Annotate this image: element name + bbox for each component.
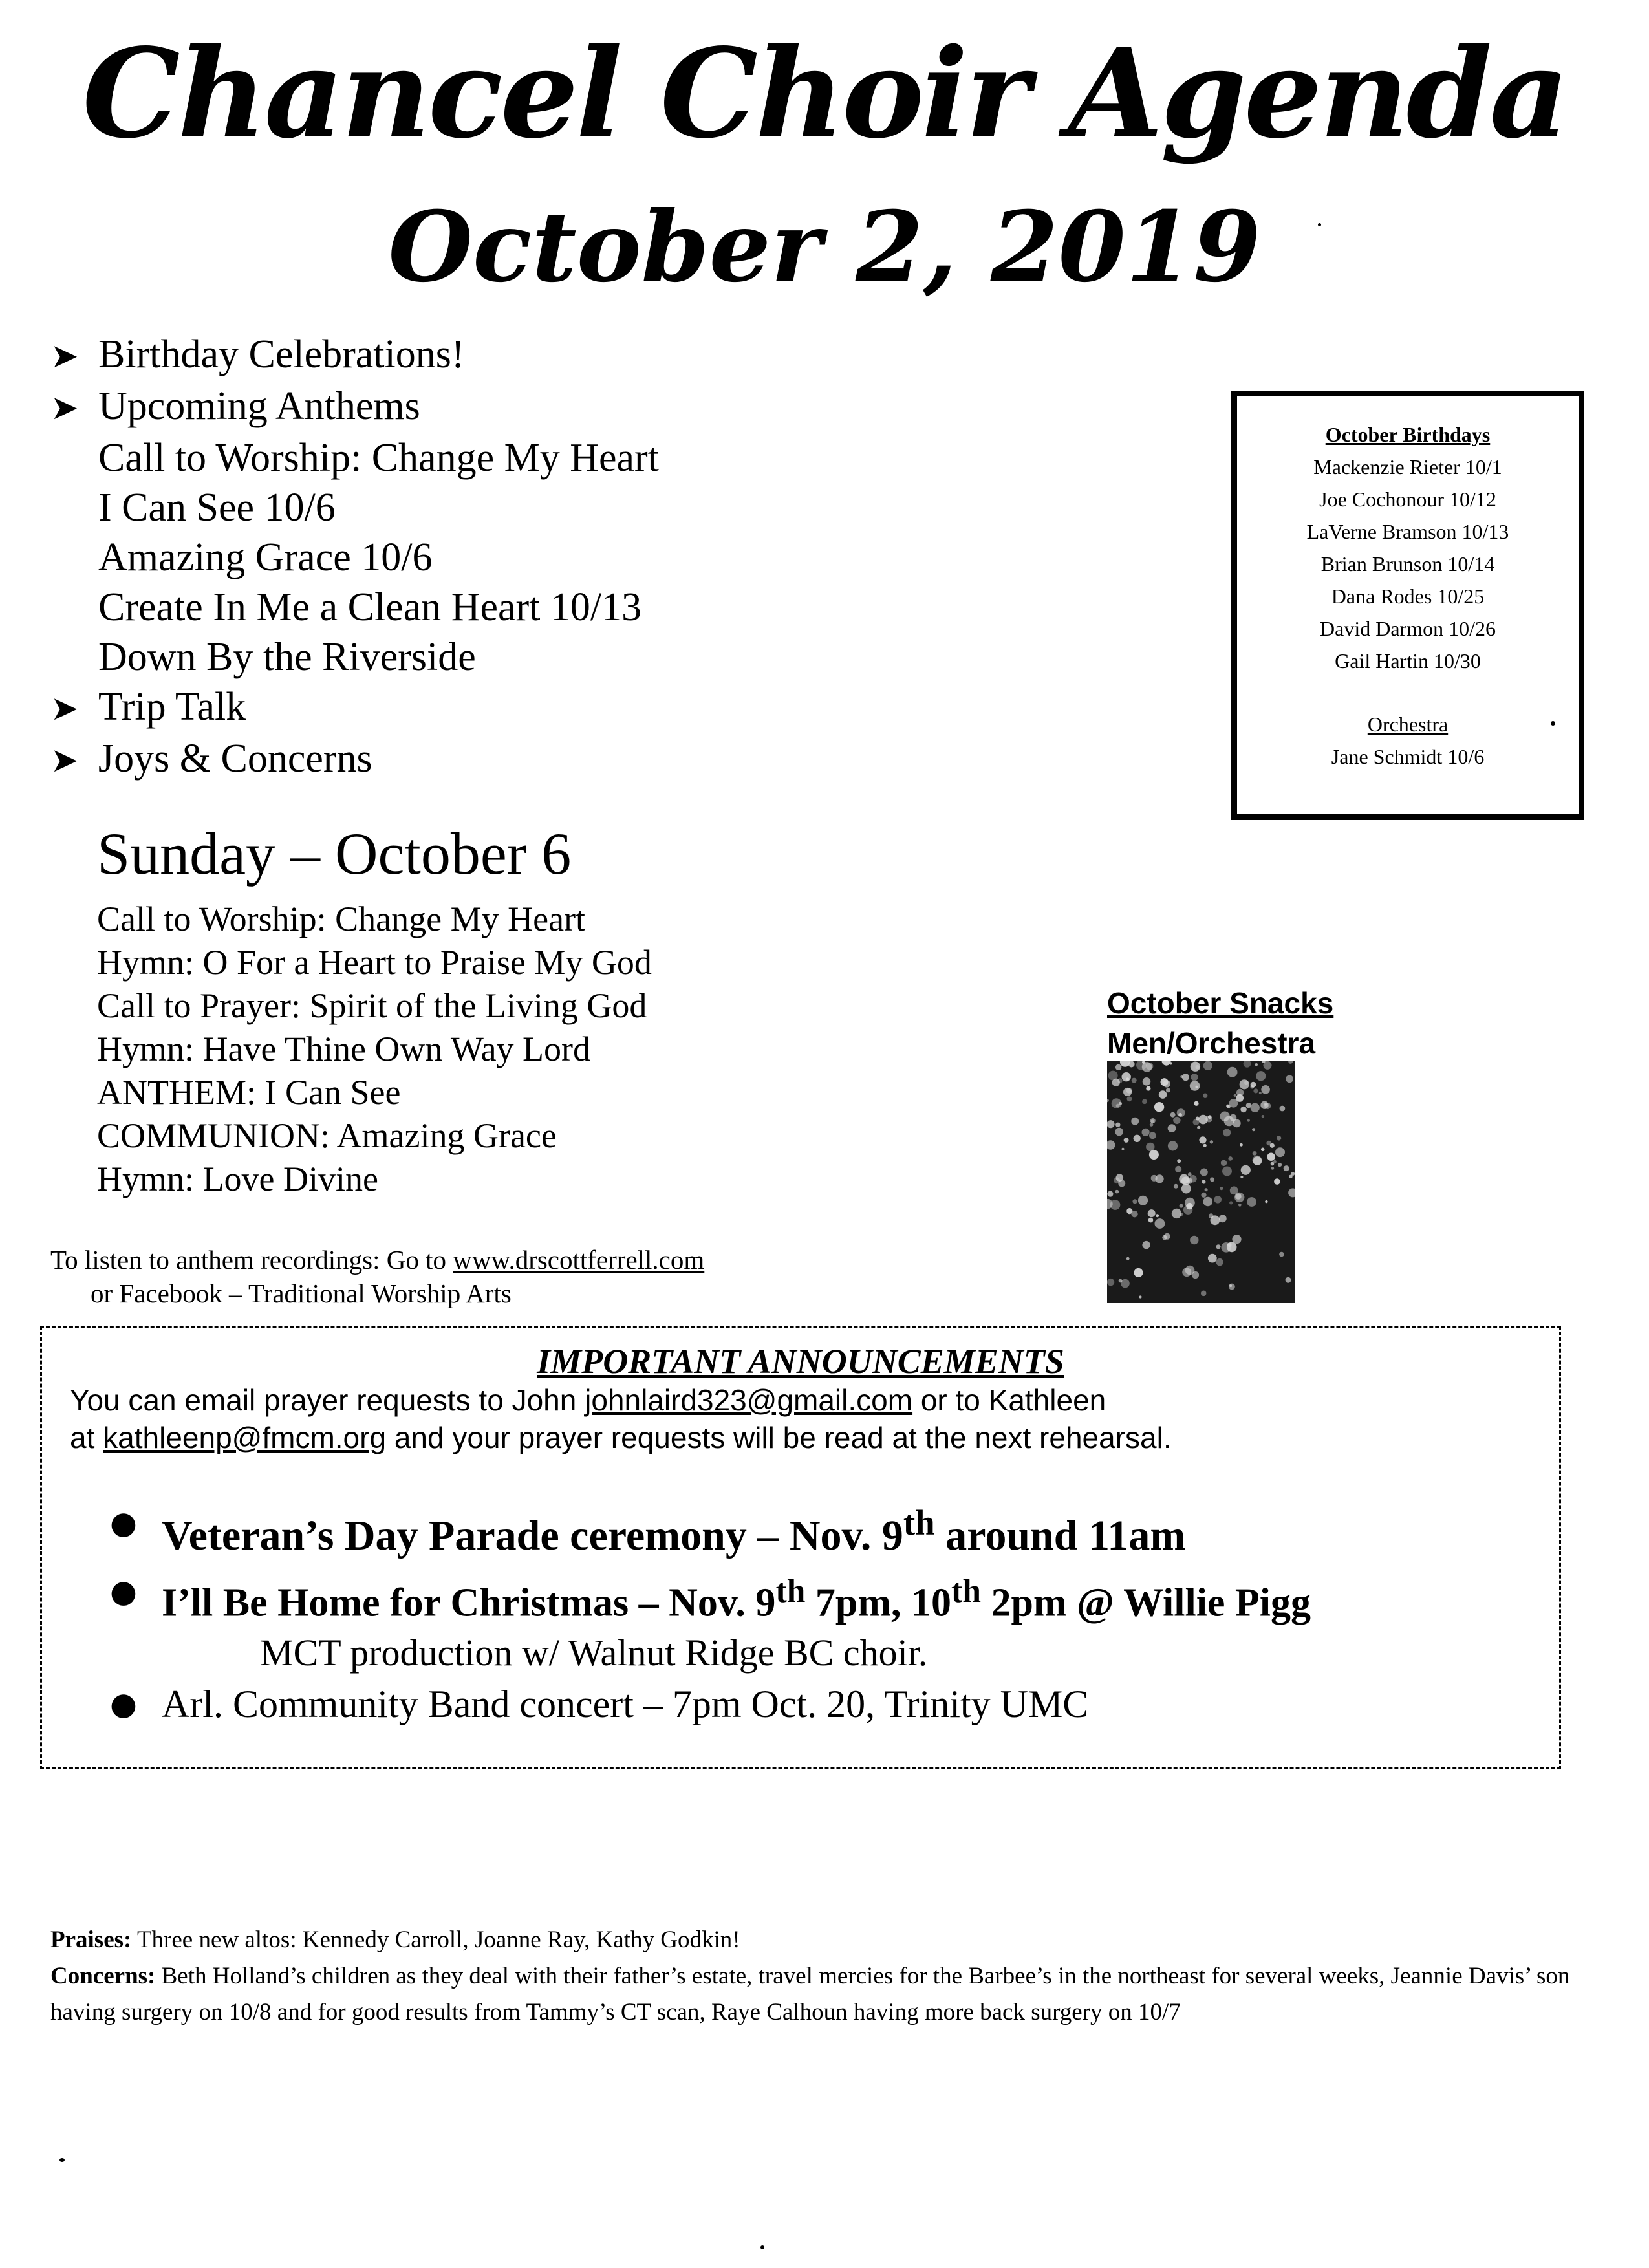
orchestra-heading: Orchestra xyxy=(1367,713,1449,736)
service-item: COMMUNION: Amazing Grace xyxy=(97,1116,557,1155)
facebook-line: or Facebook – Traditional Worship Arts xyxy=(91,1279,512,1308)
service-item: Hymn: O For a Heart to Praise My God xyxy=(97,943,652,982)
birthday-entry: Jane Schmidt 10/6 xyxy=(1331,745,1485,768)
agenda-date: October 2, 2019 xyxy=(388,190,1261,304)
birthdays-heading: October Birthdays xyxy=(1325,423,1491,446)
anthem-item: Amazing Grace 10/6 xyxy=(98,535,433,579)
birthday-entry: Gail Hartin 10/30 xyxy=(1335,649,1481,673)
listen-note: To listen to anthem recordings: Go to www.drscottferrell.com or Facebook – Traditional Worship Arts xyxy=(50,1243,704,1310)
anthem-item: I Can See 10/6 xyxy=(98,486,336,530)
scan-speck xyxy=(1318,223,1321,226)
agenda-item: ➤ Birthday Celebrations! xyxy=(50,330,659,382)
service-item: Hymn: Have Thine Own Way Lord xyxy=(97,1030,591,1068)
scan-speck xyxy=(760,2245,764,2249)
sunday-order-list xyxy=(97,898,652,1201)
agenda-list xyxy=(50,330,659,786)
bullet-dot-icon: ● xyxy=(110,1573,137,1610)
announcement-subline: MCT production w/ Walnut Ridge BC choir. xyxy=(260,1631,928,1674)
birthday-entry: Mackenzie Rieter 10/1 xyxy=(1313,455,1502,479)
announcements-heading: IMPORTANT ANNOUNCEMENTS xyxy=(537,1342,1064,1381)
sunday-title: Sunday – October 6 xyxy=(97,821,572,887)
service-item: ANTHEM: I Can See xyxy=(97,1073,401,1112)
arrow-bullet-icon: ➤ xyxy=(50,741,79,780)
anthem-item: Down By the Riverside xyxy=(98,635,476,679)
announcement-item: ● Arl. Community Band concert – 7pm Oct. 20, Trinity UMC xyxy=(110,1676,1311,1732)
announcement-item: ● Veteran’s Day Parade ceremony – Nov. 9th around 11am xyxy=(110,1494,1311,1565)
snacks-heading xyxy=(1107,983,1333,1063)
birthday-entry: Joe Cochonour 10/12 xyxy=(1319,488,1496,511)
anthem-item: Create In Me a Clean Heart 10/13 xyxy=(98,585,642,629)
praises-line: Praises: Three new altos: Kennedy Carroll, Joanne Ray, Kathy Godkin! xyxy=(50,1927,740,1953)
birthday-entry: Dana Rodes 10/25 xyxy=(1331,585,1485,608)
website-link[interactable]: www.drscottferrell.com xyxy=(453,1245,705,1275)
birthday-entry: David Darmon 10/26 xyxy=(1320,617,1496,640)
arrow-bullet-icon: ➤ xyxy=(50,689,79,728)
praises-concerns xyxy=(50,1922,1590,2031)
snacks-title: October Snacks xyxy=(1107,986,1334,1020)
bullet-dot-icon: ● xyxy=(110,1505,137,1541)
page-title: Chancel Choir Agenda xyxy=(82,21,1567,166)
birthdays-box xyxy=(1231,391,1584,820)
birthday-entry: LaVerne Bramson 10/13 xyxy=(1306,520,1509,543)
service-item: Call to Worship: Change My Heart xyxy=(97,900,586,938)
birthday-entry: Brian Brunson 10/14 xyxy=(1320,552,1495,576)
email-link-john[interactable]: johnlaird323@gmail.com xyxy=(585,1383,913,1417)
anthem-item: Call to Worship: Change My Heart xyxy=(98,436,659,480)
announcement-bullets xyxy=(110,1494,1311,1732)
agenda-item: ➤ Joys & Concerns xyxy=(50,734,659,786)
prayer-request-note: You can email prayer requests to John johnlaird323@gmail.com or to Kathleen at kathleenp@fmcm.org and your prayer requests will be read at the next rehearsal. xyxy=(70,1383,1172,1454)
scan-speck xyxy=(1551,721,1555,726)
agenda-item: ➤ Trip Talk xyxy=(50,682,659,734)
bullet-dot-icon: ● xyxy=(110,1685,137,1722)
arrow-bullet-icon: ➤ xyxy=(50,389,79,427)
email-link-kathleen[interactable]: kathleenp@fmcm.org xyxy=(103,1421,387,1454)
snacks-group: Men/Orchestra xyxy=(1107,1026,1316,1060)
arrow-bullet-icon: ➤ xyxy=(50,337,79,376)
agenda-item: ➤ Upcoming Anthems xyxy=(50,382,659,433)
service-item: Call to Prayer: Spirit of the Living God xyxy=(97,986,647,1025)
announcement-item: ● I’ll Be Home for Christmas – Nov. 9th 7pm, 10th 2pm @ Willie Pigg xyxy=(110,1565,1311,1630)
scan-speck xyxy=(59,2158,65,2162)
concerns-paragraph: Concerns: Beth Holland’s children as they deal with their father’s estate, travel mercies for the Barbee’s in the northeast for several weeks, Jeannie Davis’ son having surgery on 10/8 and for good results from Tammy’s CT scan, Raye Calhoun having more back surgery on 10/7 xyxy=(50,1963,1570,2025)
service-item: Hymn: Love Divine xyxy=(97,1160,378,1198)
flower-photo xyxy=(1107,1061,1295,1303)
